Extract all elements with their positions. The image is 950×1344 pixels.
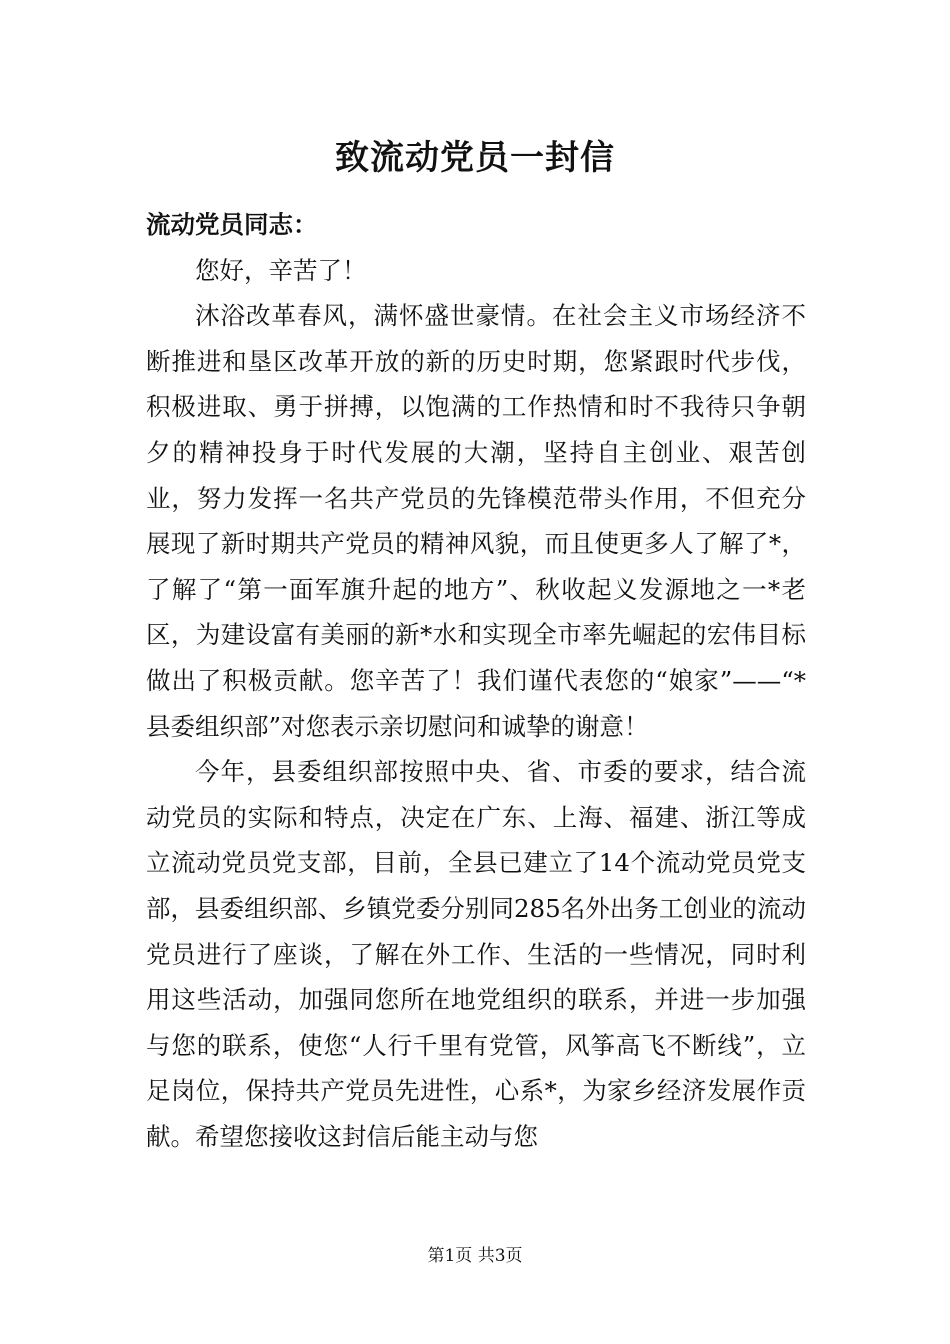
page-number-footer: 第1页 共3页 xyxy=(427,1246,523,1266)
document-title: 致流动党员一封信 xyxy=(335,138,615,178)
body-paragraph: 今年，县委组织部按照中央、省、市委的要求，结合流动党员的实际和特点，决定在广东、上海、福建、浙江等成立流动党员党支部，目前，全县已建立了14个流动党员党支部，县委组织部、乡镇党委分别同285名外出务工创业的流动党员进行了座谈，了解在外工作、生活的一些情况，同时利用这些活动，加强同您所在地党组织的联系，并进一步加强与您的联系，使您“人行千里有党管，风筝高飞不断线”，立足岗位，保持共产党员先进性，心系*，为家乡经济发展作贡献。希望您接收这封信后能主动与您 xyxy=(146,757,806,1151)
salutation: 流动党员同志： xyxy=(146,210,318,239)
greeting-paragraph: 您好，辛苦了！ xyxy=(195,255,367,285)
body-paragraph: 沐浴改革春风，满怀盛世豪情。在社会主义市场经济不断推进和垦区改革开放的新的历史时期，您紧跟时代步伐，积极进取、勇于拼搏，以饱满的工作热情和时不我待只争朝夕的精神投身于时代发展的大潮，坚持自主创业、艰苦创业，努力发挥一名共产党员的先锋模范带头作用，不但充分展现了新时期共产党员的精神风貌，而且使更多人了解了*，了解了“第一面军旗升起的地方”、秋收起义发源地之一*老区，为建设富有美丽的新*水和实现全市率先崛起的宏伟目标做出了积极贡献。您辛苦了！我们谨代表您的“娘家”——“*县委组织部”对您表示亲切慰问和诚挚的谢意！ xyxy=(146,301,806,741)
letter-body xyxy=(146,202,806,1159)
